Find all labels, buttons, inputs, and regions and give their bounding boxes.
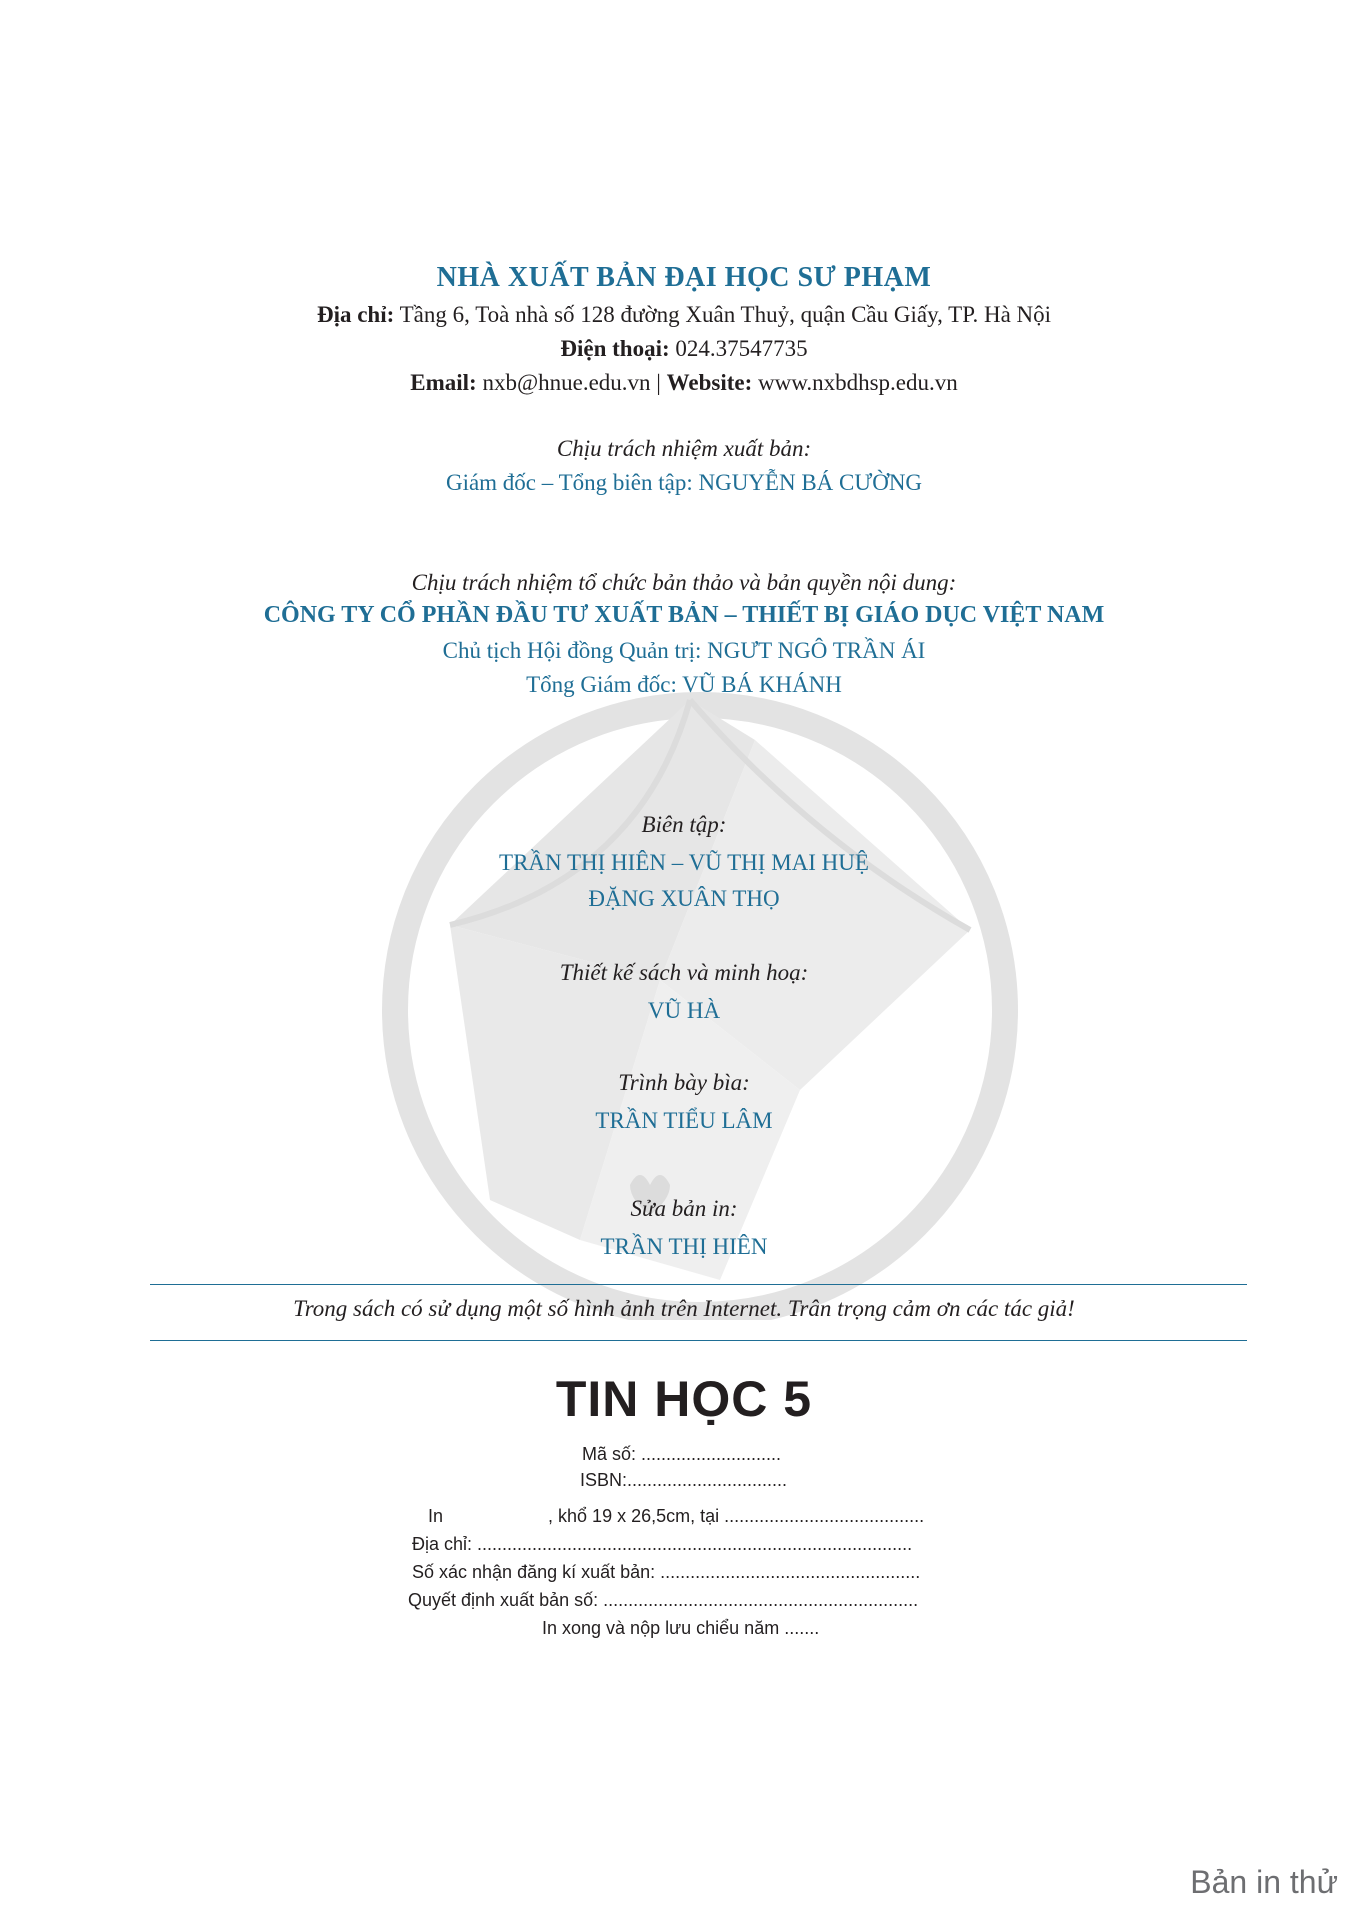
designer-name: VŨ HÀ	[647, 998, 721, 1023]
draft-print-mark: Bản in thử	[1190, 1864, 1338, 1900]
director-line: Tổng Giám đốc: VŨ BÁ KHÁNH	[526, 672, 842, 697]
designer-label: Thiết kế sách và minh hoạ:	[559, 960, 809, 985]
divider-top	[150, 1284, 1247, 1285]
publisher-email: nxb@hnue.edu.vn	[482, 370, 651, 395]
proof-label: Sửa bản in:	[630, 1196, 738, 1221]
company-name: CÔNG TY CỔ PHẦN ĐẦU TƯ XUẤT BẢN – THIẾT BỊ GIÁO DỤC VIỆT NAM	[263, 602, 1105, 628]
address-label: Địa chỉ:	[316, 302, 395, 327]
publisher-website: www.nxbdhsp.edu.vn	[758, 370, 958, 395]
editors-line-2: ĐẶNG XUÂN THỌ	[588, 886, 780, 911]
isbn: ISBN:................................	[580, 1470, 788, 1490]
registration-number: Số xác nhận đăng kí xuất bản: ....................................................	[412, 1562, 921, 1582]
phone-label: Điện thoại:	[560, 336, 670, 361]
divider-bottom	[150, 1340, 1247, 1341]
publisher-contact-line	[0, 370, 1368, 396]
print-address: Địa chỉ: .......................................................................................	[412, 1534, 913, 1554]
editors-label: Biên tập:	[641, 812, 727, 837]
book-title: TIN HỌC 5	[555, 1371, 813, 1427]
completion-line: In xong và nộp lưu chiểu năm .......	[542, 1618, 820, 1638]
book-code: Mã số: ............................	[582, 1444, 782, 1464]
cover-designer-name: TRẦN TIỂU LÂM	[595, 1108, 773, 1133]
image-credit-notice: Trong sách có sử dụng một số hình ảnh trên Internet. Trân trọng cảm ơn các tác giả!	[293, 1296, 1075, 1321]
print-info-line	[428, 1506, 924, 1527]
responsible-content-label: Chịu trách nhiệm tổ chức bản thảo và bản quyền nội dung:	[411, 570, 957, 595]
email-label: Email:	[410, 370, 477, 395]
publishing-decision: Quyết định xuất bản số: ...............................................................	[408, 1590, 919, 1610]
publisher-address-line	[0, 302, 1368, 328]
contact-separator: |	[656, 370, 661, 395]
responsible-publishing-label: Chịu trách nhiệm xuất bản:	[556, 436, 812, 461]
editors-line-1: TRẦN THỊ HIÊN – VŨ THỊ MAI HUỆ	[499, 850, 869, 875]
publisher-address: Tầng 6, Toà nhà số 128 đường Xuân Thuỷ, quận Cầu Giấy, TP. Hà Nội	[399, 302, 1052, 327]
print-prefix: In	[428, 1506, 444, 1526]
print-details: , khổ 19 x 26,5cm, tại ........................................	[548, 1506, 925, 1526]
responsible-publishing-person: Giám đốc – Tổng biên tập: NGUYỄN BÁ CƯỜNG	[445, 470, 923, 495]
chairman-line: Chủ tịch Hội đồng Quản trị: NGƯT NGÔ TRẦN ÁI	[442, 638, 926, 663]
publisher-phone: 024.37547735	[675, 336, 808, 361]
website-label: Website:	[666, 370, 753, 395]
cover-label: Trình bày bìa:	[618, 1070, 750, 1095]
proofreader-name: TRẦN THỊ HIÊN	[600, 1234, 768, 1259]
publisher-name: NHÀ XUẤT BẢN ĐẠI HỌC SƯ PHẠM	[436, 262, 932, 293]
publisher-phone-line	[0, 336, 1368, 362]
